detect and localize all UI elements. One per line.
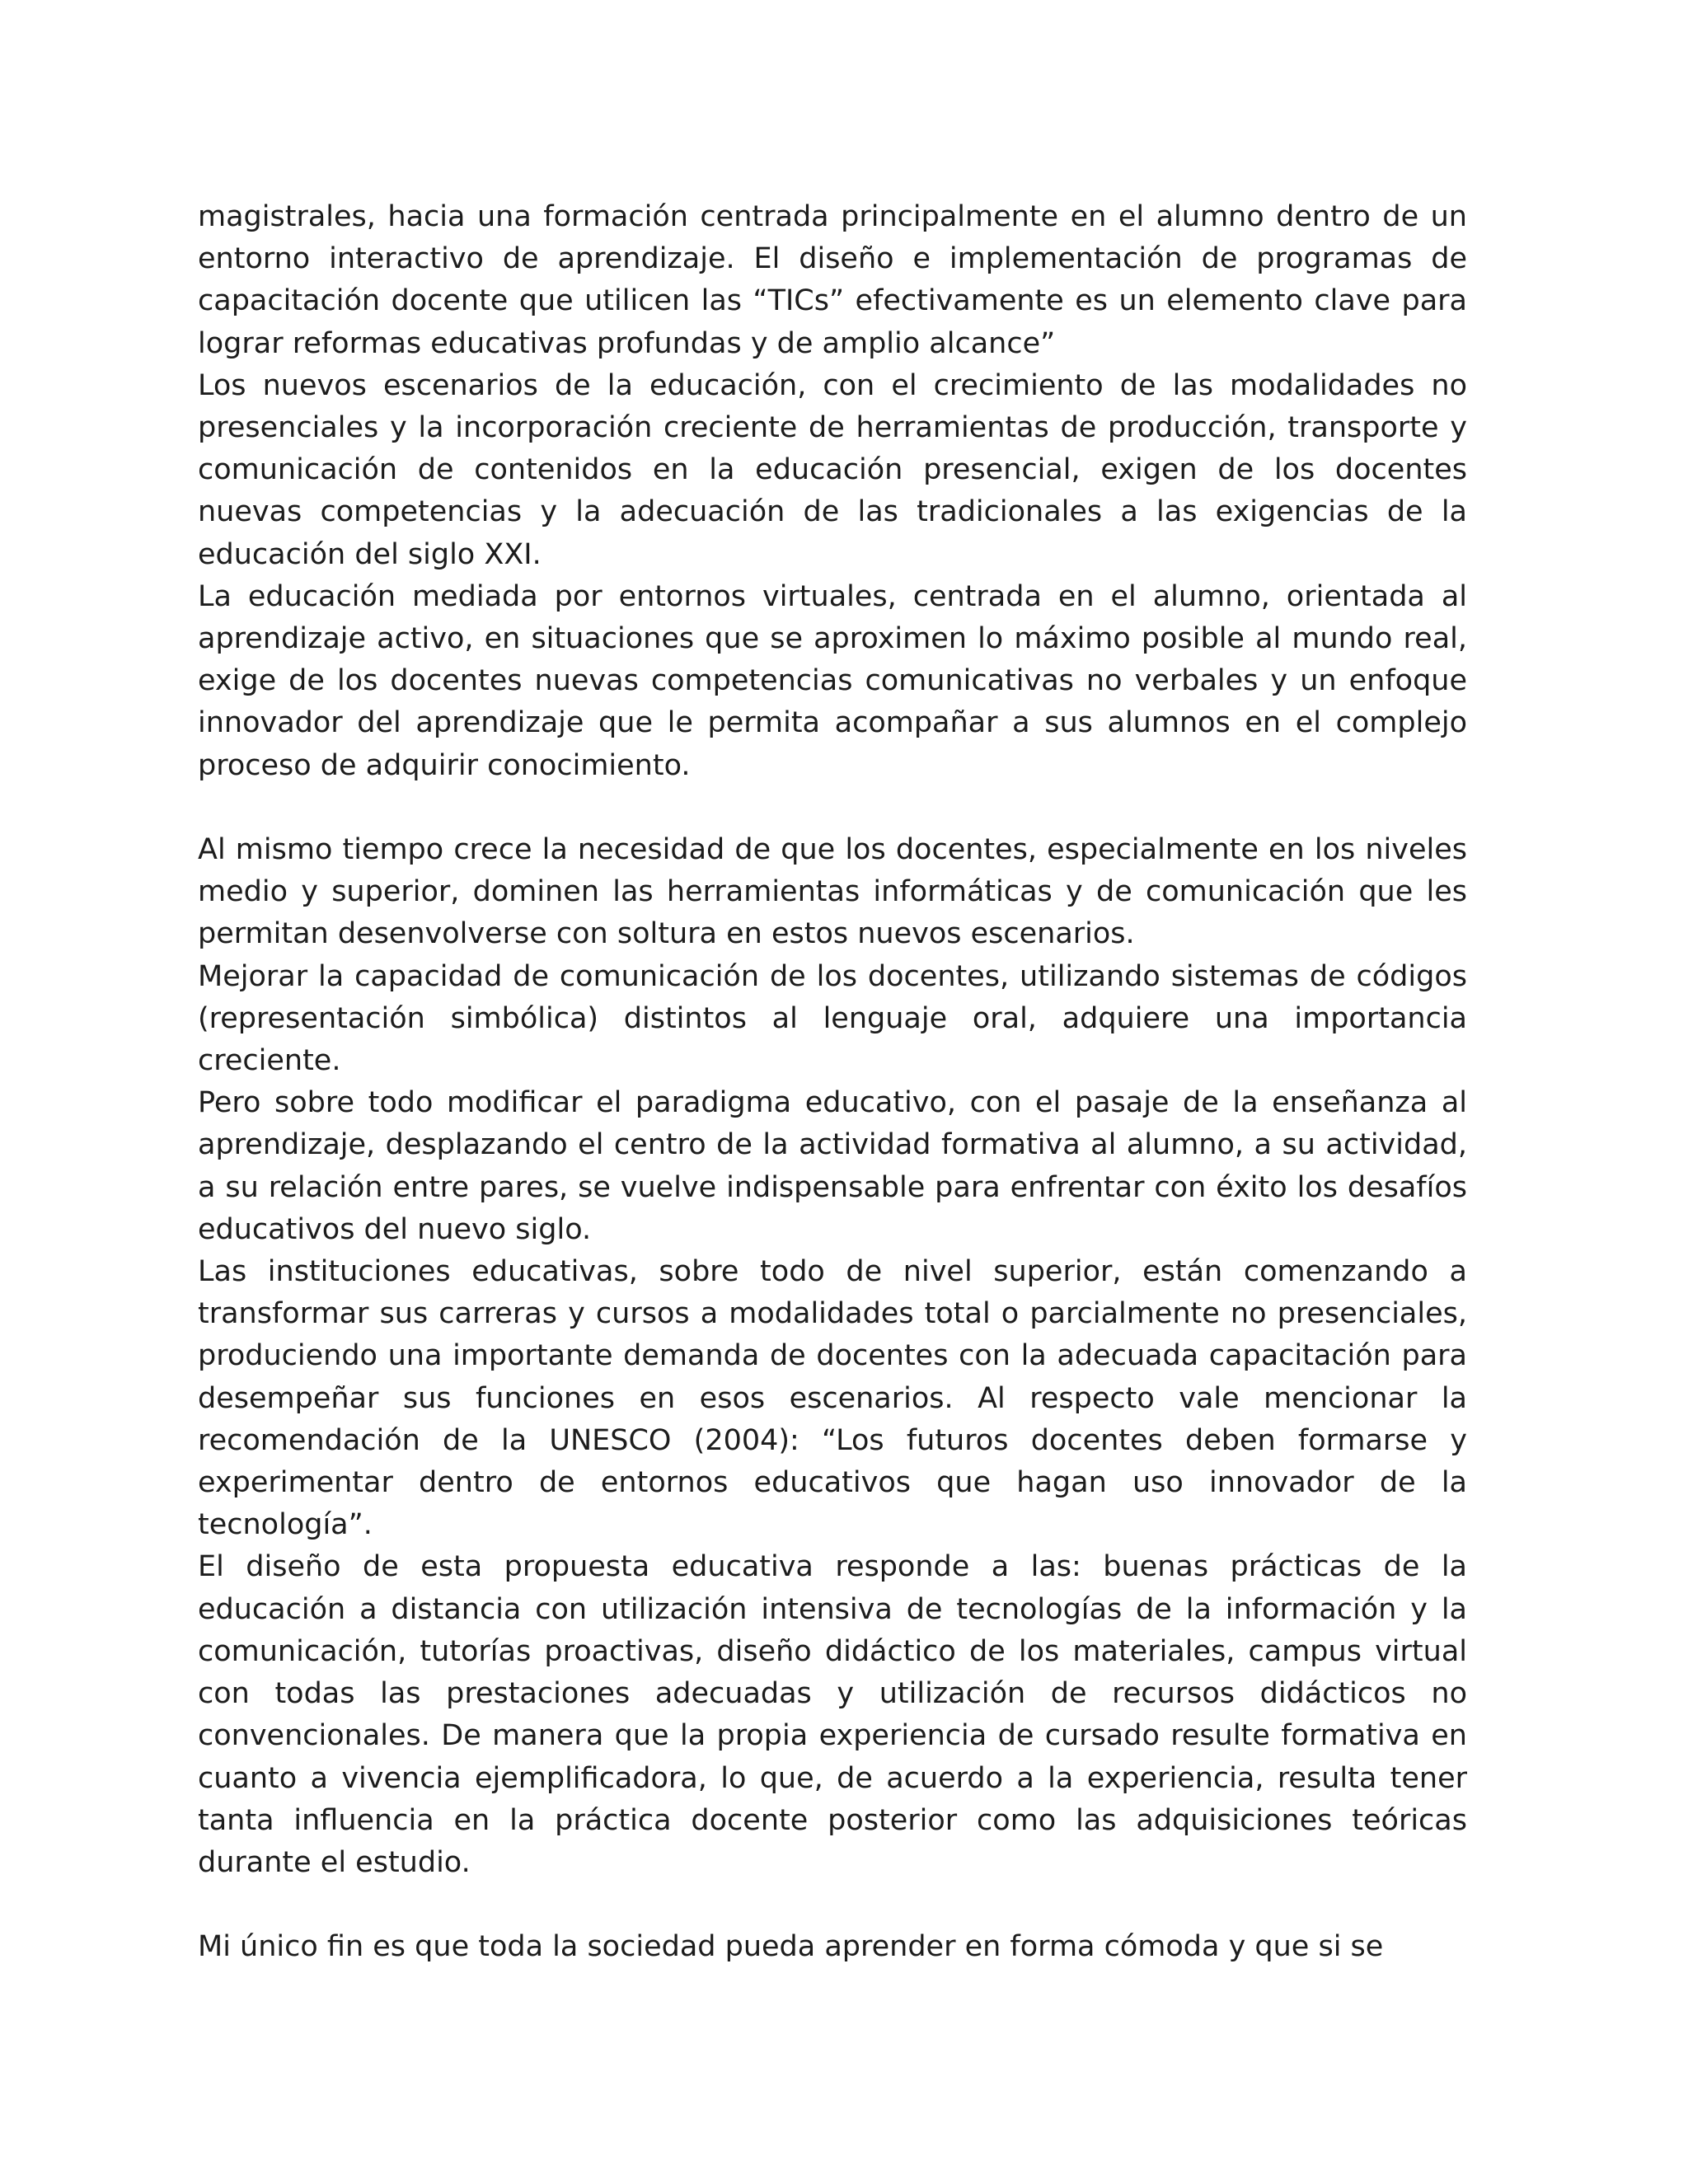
paragraph-nuevos-escenarios: Los nuevos escenarios de la educación, con el crecimiento de las modalidades no presenciales y la incorporación creciente de herramientas de producción, transporte y comunicación de contenidos en la educación presencial, exigen de los docentes nuevas competencias y la adecuación de las tradicionales a las exigencias de la educación del siglo XXI. bbox=[198, 368, 1467, 571]
paragraph-educacion-mediada: La educación mediada por entornos virtuales, centrada en el alumno, orientada al aprendizaje activo, en situaciones que se aproximen lo máximo posible al mundo real, exige de los docentes nuevas competencias comunicativas no verbales y un enfoque innovador del aprendizaje que le permita acompañar a sus alumnos en el complejo proceso de adquirir conocimiento. bbox=[198, 579, 1467, 782]
paragraph-spacer bbox=[198, 787, 1467, 829]
paragraph-mejorar-capacidad: Mejorar la capacidad de comunicación de los docentes, utilizando sistemas de códigos (representación simbólica) distintos al lenguaje oral, adquiere una importancia creciente. bbox=[198, 959, 1467, 1078]
paragraph-instituciones: Las instituciones educativas, sobre todo de nivel superior, están comenzando a transformar sus carreras y cursos a modalidades total o parcialmente no presenciales, produciendo una importante demanda de docentes con la adecuada capacitación para desempeñar sus funciones en esos escenarios. Al respecto vale mencionar la recomendación de la UNESCO (2004): “Los futuros docentes deben formarse y experimentar dentro de entornos educativos que hagan uso innovador de la tecnología”. bbox=[198, 1255, 1467, 1542]
paragraph-spacer bbox=[198, 1884, 1467, 1926]
paragraph-unico-fin: Mi único fin es que toda la sociedad pueda aprender en forma cómoda y que si se bbox=[198, 1930, 1384, 1964]
paragraph-magistrales: magistrales, hacia una formación centrada principalmente en el alumno dentro de un entorno interactivo de aprendizaje. El diseño e implementación de programas de capacitación docente que utilicen las “TICs” efectivamente es un elemento clave para lograr reformas educativas profundas y de amplio alcance” bbox=[198, 200, 1467, 360]
paragraph-mismo-tiempo: Al mismo tiempo crece la necesidad de que los docentes, especialmente en los niveles medio y superior, dominen las herramientas informáticas y de comunicación que les permitan desenvolverse con soltura en estos nuevos escenarios. bbox=[198, 833, 1467, 951]
body-text bbox=[198, 196, 1467, 1969]
paragraph-paradigma: Pero sobre todo modificar el paradigma educativo, con el pasaje de la enseñanza al aprendizaje, desplazando el centro de la actividad formativa al alumno, a su actividad, a su relación entre pares, se vuelve indispensable para enfrentar con éxito los desafíos educativos del nuevo siglo. bbox=[198, 1086, 1467, 1246]
paragraph-diseno-propuesta: El diseño de esta propuesta educativa responde a las: buenas prácticas de la educación a distancia con utilización intensiva de tecnologías de la información y la comunicación, tutorías proactivas, diseño didáctico de los materiales, campus virtual con todas las prestaciones adecuadas y utilización de recursos didácticos no convencionales. De manera que la propia experiencia de cursado resulte formativa en cuanto a vivencia ejemplificadora, lo que, de acuerdo a la experiencia, resulta tener tanta influencia en la práctica docente posterior como las adquisiciones teóricas durante el estudio. bbox=[198, 1550, 1467, 1879]
